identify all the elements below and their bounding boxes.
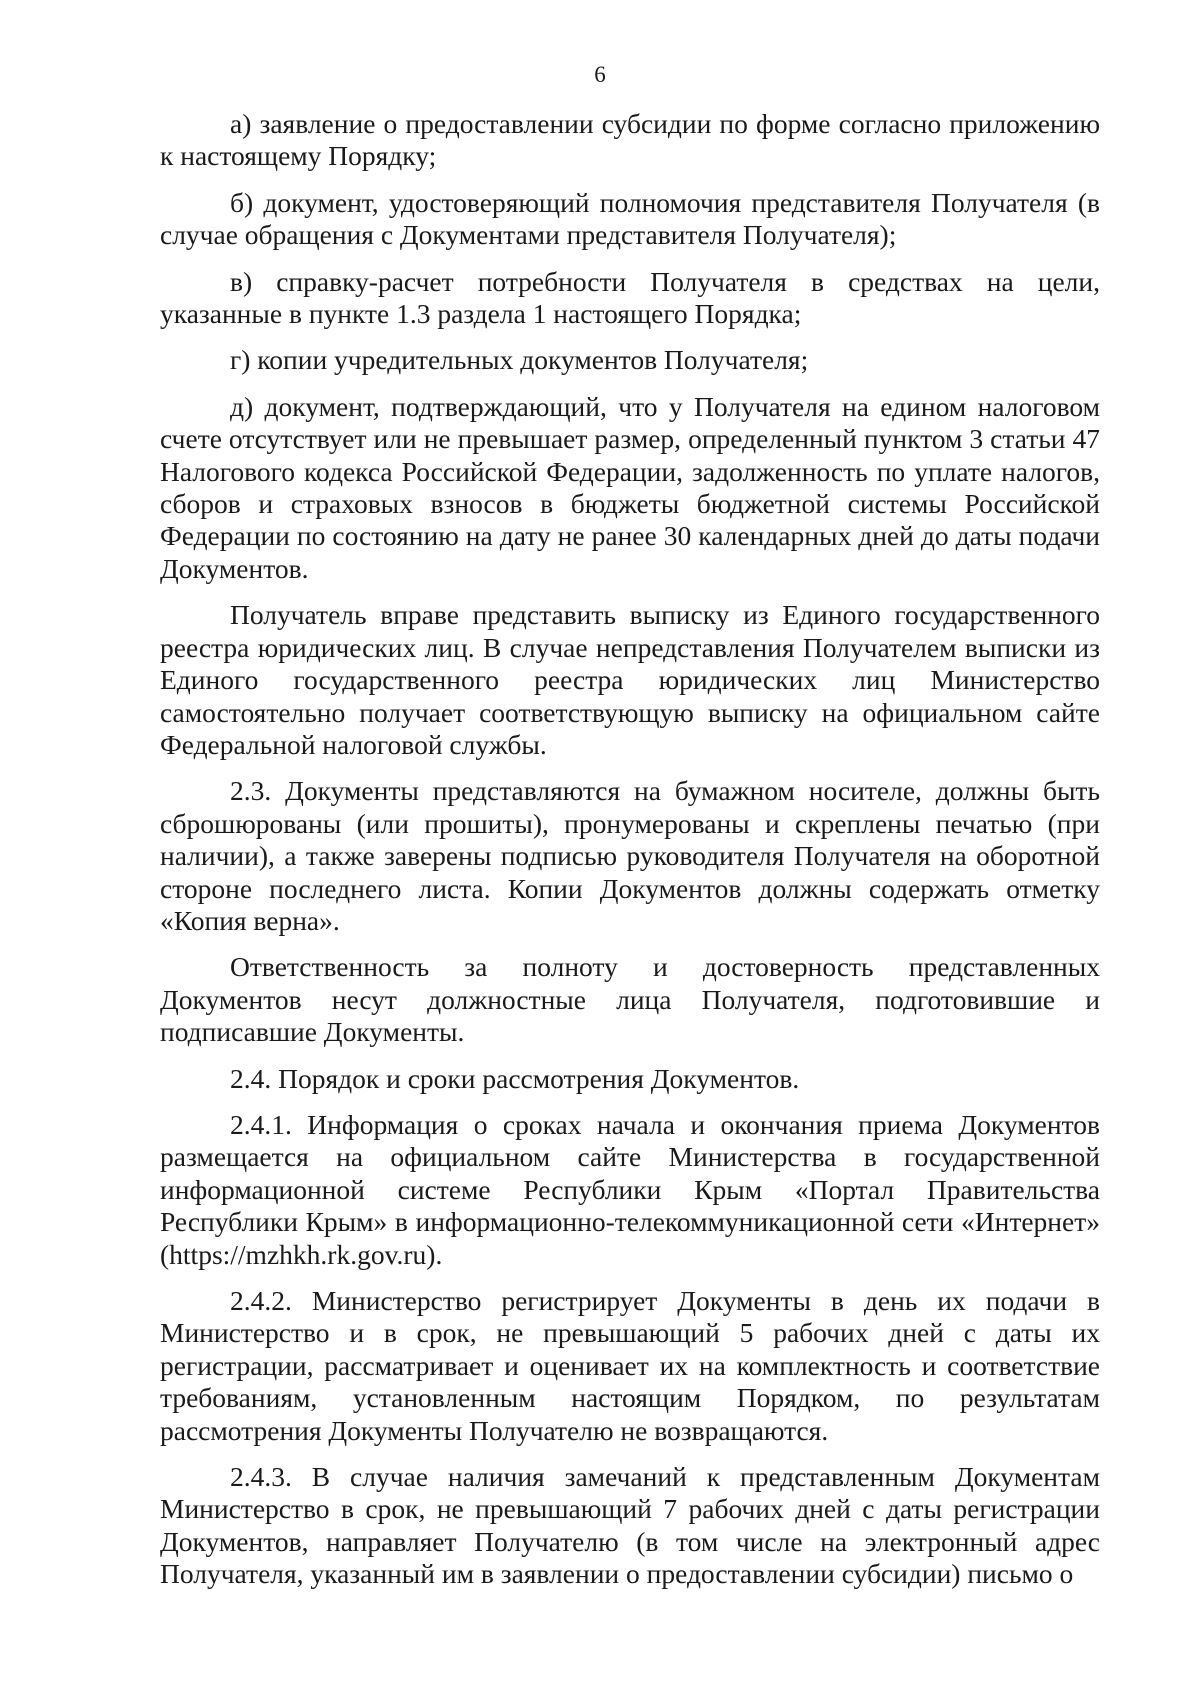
paragraph-item-v: в) справку-расчет потребности Получателя в средствах на цели, указанные в пункте 1.3 раздела 1 настоящего Порядка; (160, 265, 1100, 330)
paragraph-item-d: д) документ, подтверждающий, что у Получателя на едином налоговом счете отсутствует или не превышает размер, определенный пунктом 3 статьи 47 Налогового кодекса Российской Федерации, задолженность по уплате налогов, сборов и страховых взносов в бюджеты бюджетной системы Российской Федерации по состоянию на дату не ранее 30 календарных дней до даты подачи Документов. (160, 390, 1100, 584)
paragraph-section-2-4: 2.4. Порядок и сроки рассмотрения Документов. (230, 1062, 800, 1094)
document-body (160, 108, 1100, 1605)
paragraph-responsibility: Ответственность за полноту и достоверность представленных Документов несут должностные лица Получателя, подготовившие и подписавшие Документы. (160, 951, 1100, 1048)
paragraph-egrul-extract: Получатель вправе представить выписку из Единого государственного реестра юридических лиц. В случае непредставления Получателем выписки из Единого государственного реестра юридических лиц Министерство самостоятельно получает соответствующую выписку на официальном сайте Федеральной налоговой службы. (160, 599, 1100, 760)
paragraph-section-2-4-1: 2.4.1. Информация о сроках начала и окончания приема Документов размещается на официальном сайте Министерства в государственной информационной системе Республики Крым «Портал Правительства Республики Крым» в информационно-телекоммуникационной сети «Интернет» (https://mzhkh.rk.gov.ru). (160, 1108, 1100, 1270)
paragraph-item-b: б) документ, удостоверяющий полномочия представителя Получателя (в случае обращения с Документами представителя Получателя); (160, 186, 1100, 251)
paragraph-section-2-3: 2.3. Документы представляются на бумажном носителе, должны быть сброшюрованы (или прошиты), пронумерованы и скреплены печатью (при наличии), а также заверены подписью руководителя Получателя на оборотной стороне последнего листа. Копии Документов должны содержать отметку «Копия верна». (160, 775, 1100, 936)
page-number: 6 (594, 62, 606, 87)
paragraph-item-g: г) копии учредительных документов Получателя; (230, 344, 809, 376)
paragraph-item-a: а) заявление о предоставлении субсидии по форме согласно приложению к настоящему Порядку; (160, 108, 1100, 172)
paragraph-section-2-4-3: 2.4.3. В случае наличия замечаний к представленным Документам Министерство в срок, не превышающий 7 рабочих дней с даты регистрации Документов, направляет Получателю (в том числе на электронный адрес Получателя, указанный им в заявлении о предоставлении субсидии) письмо о (160, 1461, 1100, 1590)
paragraph-section-2-4-2: 2.4.2. Министерство регистрирует Документы в день их подачи в Министерство и в срок, не превышающий 5 рабочих дней с даты их регистрации, рассматривает и оценивает их на комплектность и соответствие требованиям, установленным настоящим Порядком, по результатам рассмотрения Документы Получателю не возвращаются. (160, 1285, 1100, 1446)
